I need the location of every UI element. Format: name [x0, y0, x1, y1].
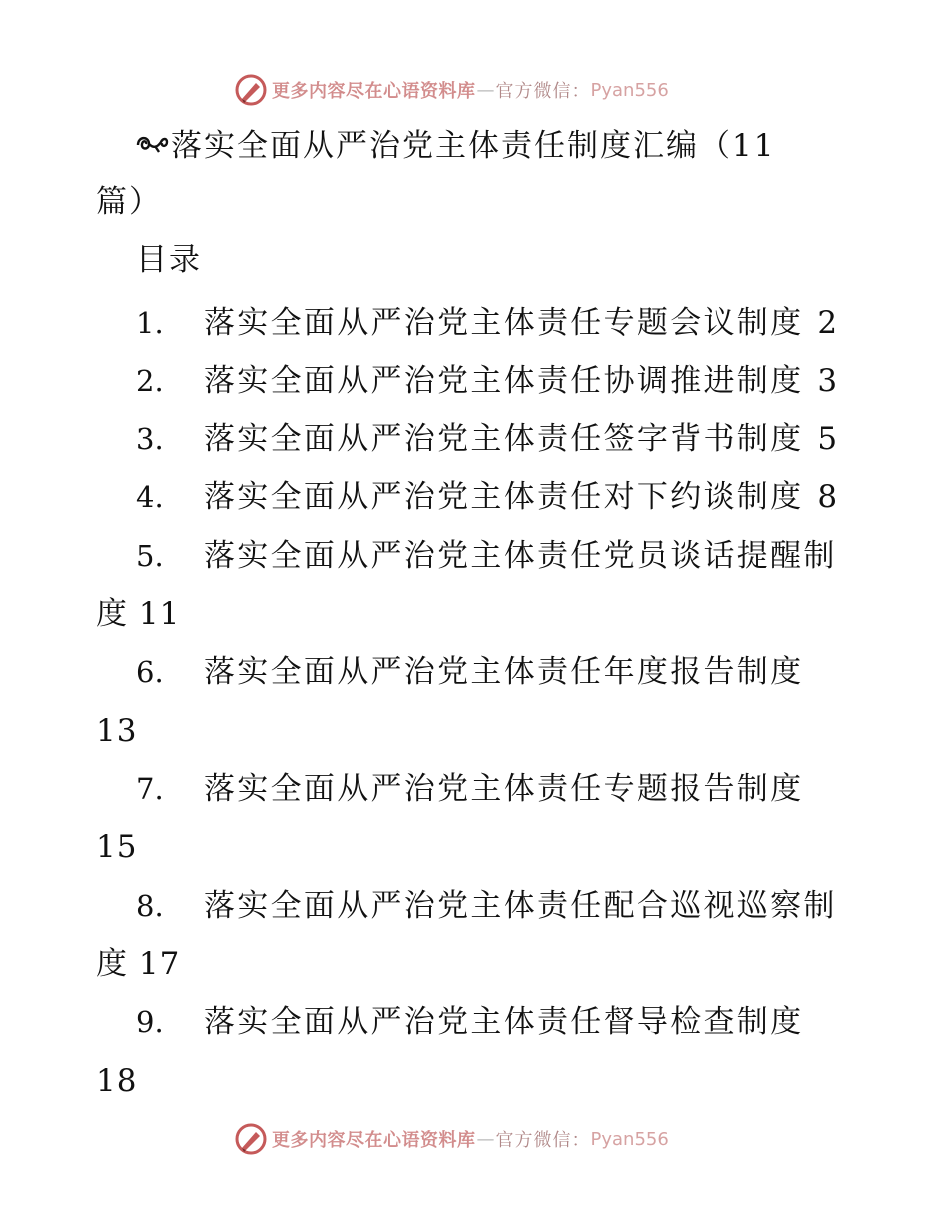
toc-number: 8.	[136, 889, 164, 923]
toc-number: 4.	[136, 480, 164, 514]
toc-wrap-line: 度 11	[96, 596, 181, 632]
toc-heading: 目录	[136, 242, 202, 278]
toc-item-text: 落实全面从严治党主体责任年度报告制度	[204, 654, 804, 690]
toc-wrap-line: 15	[96, 829, 138, 865]
toc-page-number: 2	[817, 305, 838, 341]
pen-logo-icon	[234, 73, 268, 107]
toc-item-text: 落实全面从严治党主体责任配合巡视巡察制	[204, 888, 837, 924]
pen-logo-icon	[234, 1122, 268, 1156]
toc-number: 9.	[136, 1005, 164, 1039]
toc-number: 3.	[136, 422, 164, 456]
toc-item[interactable]	[204, 361, 837, 401]
document-title	[135, 126, 775, 166]
toc-page-number: 3	[817, 363, 838, 399]
toc-item[interactable]	[204, 1002, 803, 1042]
toc-item[interactable]	[204, 769, 803, 809]
toc-item-text: 落实全面从严治党主体责任专题会议制度	[204, 305, 804, 341]
toc-number: 1.	[136, 306, 164, 340]
toc-wrap-line: 18	[96, 1063, 138, 1099]
toc-wrap-line: 度 17	[96, 946, 181, 982]
toc-item[interactable]	[204, 536, 837, 576]
banner-wechat-id: Pyan556	[590, 1128, 669, 1150]
toc-item-text: 落实全面从严治党主体责任对下约谈制度	[204, 479, 804, 515]
toc-page-number: 5	[817, 421, 838, 457]
toc-number: 7.	[136, 772, 164, 806]
banner-separator: —	[476, 1128, 495, 1150]
banner-wechat-label: 官方微信：	[495, 1130, 591, 1151]
toc-item[interactable]	[204, 419, 837, 459]
flower-bullet-icon	[135, 130, 169, 156]
toc-item[interactable]	[204, 652, 803, 692]
toc-page-number: 8	[817, 479, 838, 515]
title-text: 落实全面从严治党主体责任制度汇编（11	[171, 128, 776, 164]
banner-main-text: 更多内容尽在心语资料库	[272, 1130, 476, 1151]
banner-wechat-label: 官方微信：	[495, 81, 591, 102]
toc-item[interactable]	[204, 886, 837, 926]
banner-separator: —	[476, 79, 495, 101]
toc-item[interactable]	[204, 303, 837, 343]
toc-item-text: 落实全面从严治党主体责任专题报告制度	[204, 771, 804, 807]
toc-item-text: 落实全面从严治党主体责任督导检查制度	[204, 1004, 804, 1040]
toc-number: 2.	[136, 364, 164, 398]
toc-number: 6.	[136, 655, 164, 689]
toc-item[interactable]	[204, 477, 837, 517]
toc-item-text: 落实全面从严治党主体责任签字背书制度	[204, 421, 804, 457]
footer-watermark-banner	[234, 1122, 669, 1156]
toc-item-text: 落实全面从严治党主体责任党员谈话提醒制	[204, 538, 837, 574]
toc-item-text: 落实全面从严治党主体责任协调推进制度	[204, 363, 804, 399]
banner-wechat-id: Pyan556	[590, 79, 669, 101]
toc-wrap-line: 13	[96, 713, 138, 749]
toc-number: 5.	[136, 539, 164, 573]
title-continuation: 篇）	[96, 184, 162, 220]
header-watermark-banner	[234, 73, 669, 107]
banner-main-text: 更多内容尽在心语资料库	[272, 81, 476, 102]
